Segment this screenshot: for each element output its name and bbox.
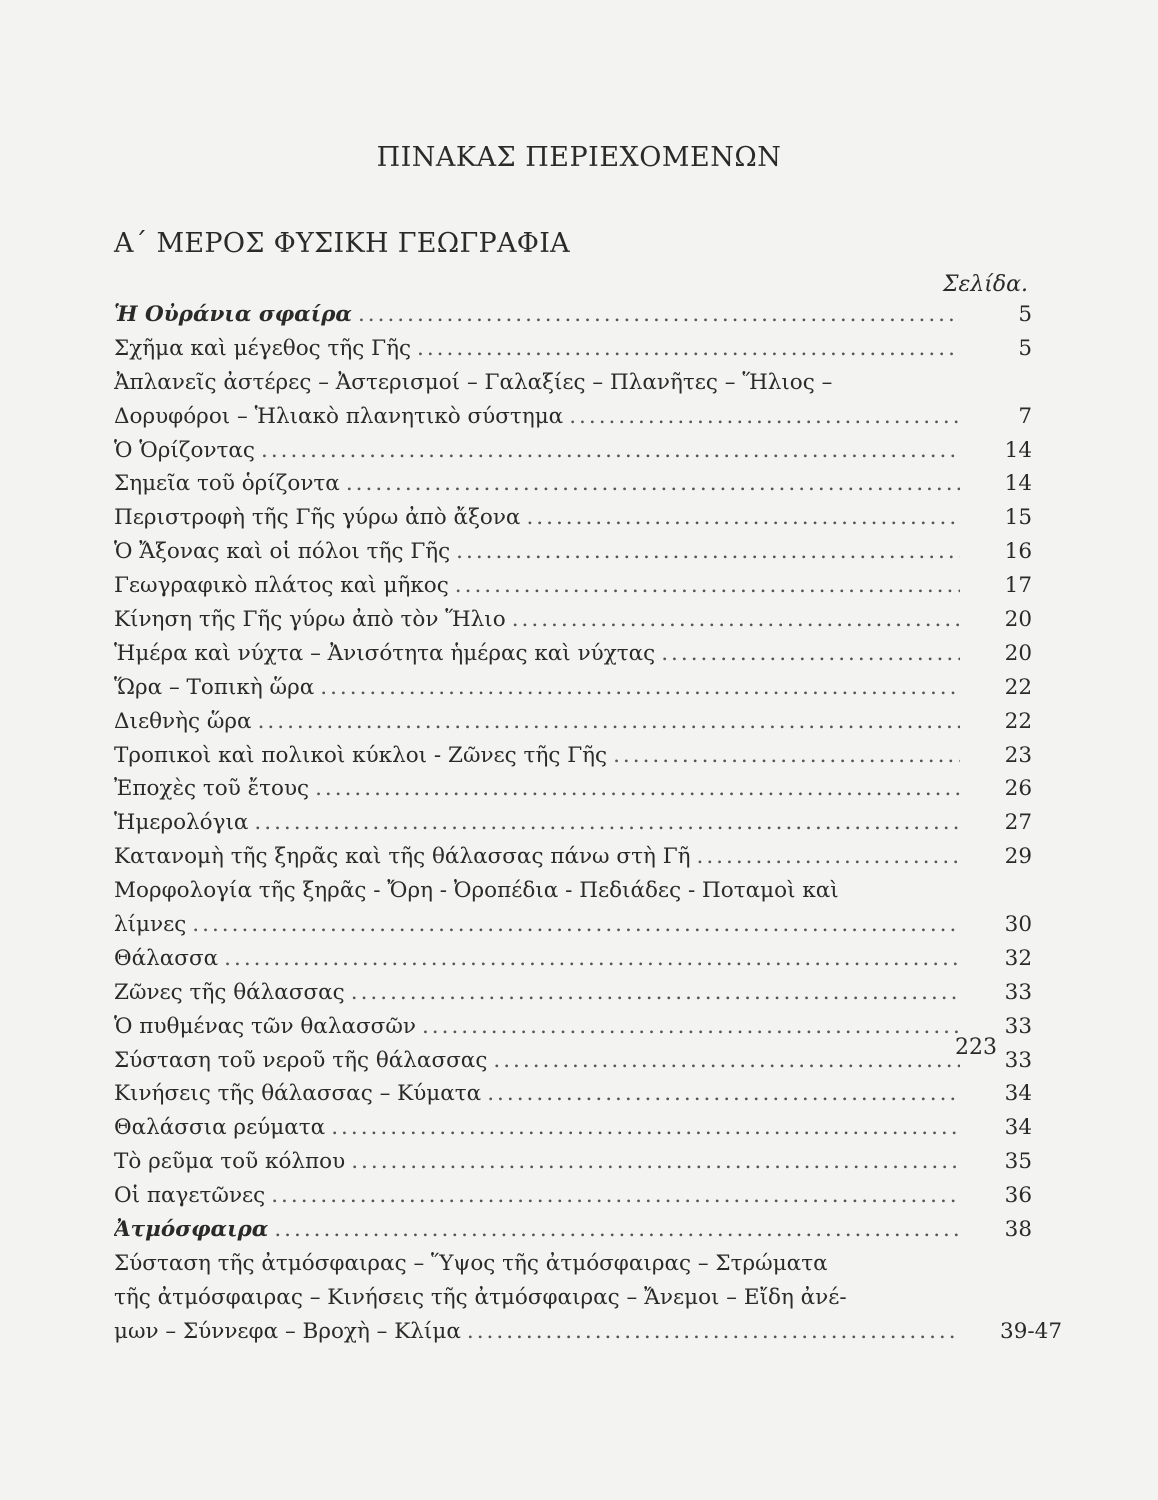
toc-entry-line [114, 1010, 960, 1044]
toc-entry-page: 22 [1004, 674, 1032, 700]
page-title: ΠΙΝΑΚΑΣ ΠΕΡΙΕΧΟΜΕΝΩΝ [376, 142, 782, 173]
dot-leader [261, 434, 960, 468]
toc-entry [114, 1145, 1060, 1179]
toc-entry-line [114, 434, 960, 468]
toc-entry-title: Ἀτμόσφαιρα [114, 1217, 269, 1243]
toc-entry-page: 5 [1018, 302, 1032, 327]
toc-entry [114, 942, 1060, 976]
toc-entry-line [114, 603, 960, 637]
toc-entry-line [114, 840, 960, 874]
toc-entry-title: Ὁ Ὁρίζοντας [114, 437, 255, 463]
dot-leader [320, 671, 960, 705]
toc-entry-page: 34 [1004, 1081, 1032, 1107]
table-of-contents [114, 298, 1060, 1349]
toc-entry-line [114, 366, 960, 400]
dot-leader [467, 1315, 960, 1349]
toc-entry-title: Περιστροφὴ τῆς Γῆς γύρω ἀπὸ ἄξονα [114, 505, 521, 531]
toc-entry-title: Σημεῖα τοῦ ὁρίζοντα [114, 471, 340, 497]
toc-entry [114, 434, 1060, 468]
toc-entry-title: Ἡμερολόγια [114, 810, 249, 836]
toc-entry-page: 26 [1004, 776, 1032, 802]
toc-entry-line [114, 1179, 960, 1213]
toc-entry-title: Θαλάσσια ρεύματα [114, 1115, 326, 1141]
dot-leader [661, 637, 960, 671]
dot-leader [455, 569, 960, 603]
dot-leader [487, 1077, 960, 1111]
dot-leader [258, 705, 960, 739]
toc-entry [114, 1179, 1060, 1213]
toc-entry-page: 14 [1004, 471, 1032, 497]
toc-entry-title: τῆς ἀτμόσφαιρας – Κινήσεις τῆς ἀτμόσφαιρας – Ἄνεμοι – Εἴδη ἀνέ- [114, 1284, 847, 1310]
dot-leader [346, 467, 960, 501]
toc-entry-page: 23 [1004, 742, 1032, 768]
toc-entry-line [114, 1077, 960, 1111]
dot-leader [315, 772, 960, 806]
toc-entry [114, 467, 1060, 501]
toc-entry-page: 5 [1018, 335, 1032, 361]
toc-entry-line [114, 908, 960, 942]
toc-entry-line [114, 1145, 960, 1179]
toc-entry [114, 671, 1060, 705]
toc-entry-line [114, 637, 960, 671]
toc-entry-page: 33 [1004, 979, 1032, 1005]
toc-entry-title: μων – Σύννεφα – Βροχὴ – Κλίμα [114, 1318, 461, 1344]
toc-entry-page: 38 [1004, 1217, 1032, 1243]
dot-leader [456, 535, 960, 569]
toc-entry-line [114, 1281, 960, 1315]
dot-leader [697, 840, 960, 874]
dot-leader [331, 1111, 960, 1145]
toc-entry-line [114, 705, 960, 739]
section-heading: Α΄ ΜΕΡΟΣ ΦΥΣΙΚΗ ΓΕΩΓΡΑΦΙΑ [114, 228, 570, 259]
toc-entry-title: Σύσταση τοῦ νεροῦ τῆς θάλασσας [114, 1047, 488, 1073]
toc-entry-line [114, 1213, 960, 1247]
toc-entry-line [114, 976, 960, 1010]
toc-entry-title: Σχῆμα καὶ μέγεθος τῆς Γῆς [114, 335, 412, 361]
toc-entry [114, 806, 1060, 840]
toc-entry-page: 39-47 [1000, 1318, 1062, 1344]
toc-entry [114, 298, 1060, 332]
toc-entry [114, 976, 1060, 1010]
dot-leader [417, 332, 960, 366]
dot-leader [358, 298, 960, 332]
toc-entry-title: Γεωγραφικὸ πλάτος καὶ μῆκος [114, 573, 449, 599]
toc-entry-line [114, 535, 960, 569]
toc-entry-title: Κίνηση τῆς Γῆς γύρω ἀπὸ τὸν Ἥλιο [114, 607, 506, 633]
toc-entry-title: Οἱ παγετῶνες [114, 1183, 266, 1209]
toc-entry-page: 16 [1004, 539, 1032, 565]
dot-leader [254, 806, 960, 840]
toc-entry-line [114, 501, 960, 535]
dot-leader [224, 942, 960, 976]
toc-entry [114, 1077, 1060, 1111]
toc-entry [114, 501, 1060, 535]
toc-entry-page: 20 [1004, 640, 1032, 666]
toc-entry-page: 17 [1004, 573, 1032, 599]
toc-entry-page: 33 [1004, 1013, 1032, 1039]
toc-entry-page: 29 [1004, 844, 1032, 870]
toc-entry-page: 35 [1004, 1149, 1032, 1175]
toc-entry-title: Θάλασσα [114, 945, 219, 971]
toc-entry-line [114, 298, 960, 332]
toc-entry-page: 22 [1004, 708, 1032, 734]
toc-entry-title: Ἡμέρα καὶ νύχτα – Ἀνισότητα ἡμέρας καὶ νύχτας [114, 640, 656, 666]
toc-entry-line [114, 772, 960, 806]
toc-entry-line [114, 1044, 960, 1078]
toc-entry-line [114, 1111, 960, 1145]
dot-leader [512, 603, 960, 637]
toc-entry-title: Ἐποχὲς τοῦ ἔτους [114, 776, 310, 802]
toc-entry-page: 7 [1018, 403, 1032, 429]
toc-entry-title: Ὁ πυθμένας τῶν θαλασσῶν [114, 1013, 416, 1039]
toc-entry [114, 1044, 1060, 1078]
toc-entry-page: 32 [1004, 945, 1032, 971]
toc-entry [114, 569, 1060, 603]
toc-entry-title: Κατανομὴ τῆς ξηρᾶς καὶ τῆς θάλασσας πάνω στὴ Γῆ [114, 844, 691, 870]
toc-entry-title: Ἡ Οὐράνια σφαίρα [114, 302, 352, 327]
toc-entry-page: 27 [1004, 810, 1032, 836]
page-column-header: Σελίδα. [942, 272, 1028, 297]
toc-entry-line [114, 1315, 960, 1349]
toc-entry-title: Ὥρα – Τοπικὴ ὥρα [114, 674, 315, 700]
toc-entry-line [114, 739, 960, 773]
toc-entry-title: Τροπικοὶ καὶ πολικοὶ κύκλοι - Ζῶνες τῆς Γῆς [114, 742, 608, 768]
toc-entry [114, 603, 1060, 637]
toc-entry-page: 14 [1004, 437, 1032, 463]
toc-entry-title: Δορυφόροι – Ἡλιακὸ πλανητικὸ σύστημα [114, 403, 564, 429]
toc-entry-title: Διεθνὴς ὥρα [114, 708, 252, 734]
toc-entry-page: 34 [1004, 1115, 1032, 1141]
toc-entry [114, 535, 1060, 569]
toc-entry [114, 772, 1060, 806]
toc-entry-title: λίμνες [114, 912, 187, 938]
toc-entry-title: Ἀπλανεῖς ἀστέρες – Ἀστερισμοί – Γαλαξίες – Πλανῆτες – Ἥλιος – [114, 369, 833, 395]
toc-entry-title: Κινήσεις τῆς θάλασσας – Κύματα [114, 1081, 482, 1107]
page-number: 223 [955, 1035, 997, 1060]
toc-entry-page: 30 [1004, 912, 1032, 938]
toc-entry-line [114, 874, 960, 908]
toc-entry [114, 366, 1060, 434]
toc-entry-page: 33 [1004, 1047, 1032, 1073]
dot-leader [422, 1010, 960, 1044]
toc-entry-line [114, 806, 960, 840]
toc-entry [114, 1247, 1060, 1349]
toc-entry-line [114, 942, 960, 976]
toc-entry [114, 874, 1060, 942]
toc-entry-title: Ὁ Ἄξονας καὶ οἱ πόλοι τῆς Γῆς [114, 539, 451, 565]
toc-entry-page: 36 [1004, 1183, 1032, 1209]
toc-entry [114, 332, 1060, 366]
toc-entry [114, 840, 1060, 874]
dot-leader [351, 1145, 960, 1179]
toc-entry-line [114, 332, 960, 366]
toc-entry [114, 1010, 1060, 1044]
toc-entry-line [114, 467, 960, 501]
toc-entry-line [114, 569, 960, 603]
toc-entry-title: Μορφολογία τῆς ξηρᾶς - Ὄρη - Ὀροπέδια - Πεδιάδες - Ποταμοὶ καὶ [114, 878, 839, 904]
toc-entry [114, 1213, 1060, 1247]
toc-entry [114, 705, 1060, 739]
toc-entry-line [114, 1247, 960, 1281]
dot-leader [526, 501, 960, 535]
dot-leader [569, 400, 960, 434]
dot-leader [192, 908, 960, 942]
toc-entry-page: 15 [1004, 505, 1032, 531]
toc-entry-page: 20 [1004, 607, 1032, 633]
toc-entry [114, 1111, 1060, 1145]
toc-entry-title: Τὸ ρεῦμα τοῦ κόλπου [114, 1149, 346, 1175]
toc-entry-line [114, 671, 960, 705]
toc-entry [114, 739, 1060, 773]
dot-leader [271, 1179, 960, 1213]
toc-entry [114, 637, 1060, 671]
dot-leader [613, 739, 960, 773]
dot-leader [274, 1213, 960, 1247]
toc-entry-title: Ζῶνες τῆς θάλασσας [114, 979, 345, 1005]
toc-entry-line [114, 400, 960, 434]
dot-leader [493, 1044, 960, 1078]
dot-leader [351, 976, 960, 1010]
toc-entry-title: Σύσταση τῆς ἀτμόσφαιρας – Ὕψος τῆς ἀτμόσφαιρας – Στρώματα [114, 1250, 828, 1276]
